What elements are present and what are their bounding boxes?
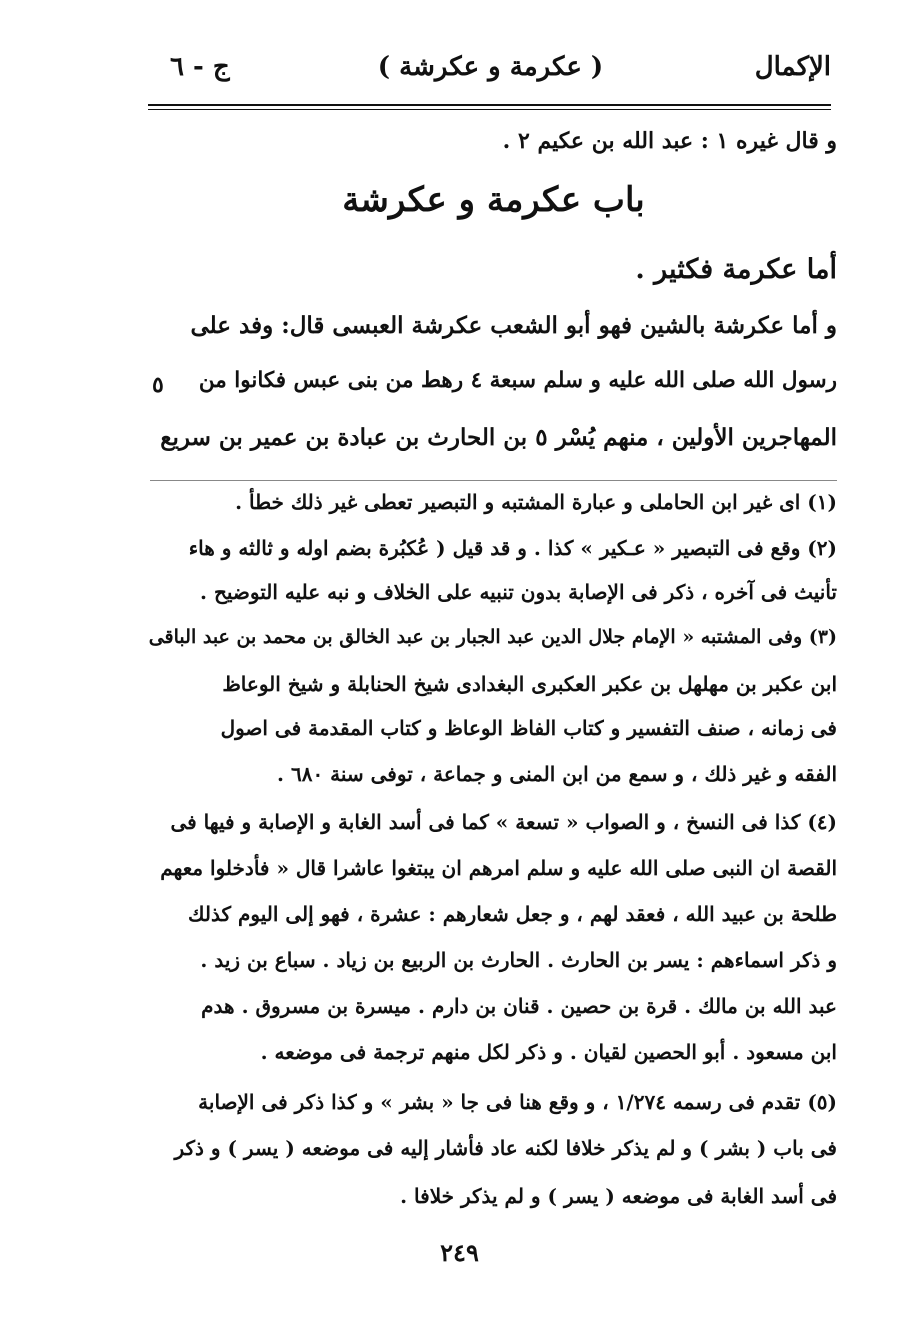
body-line-1: أما عكرمة فكثير . bbox=[635, 254, 837, 285]
footnote-line: فى باب ( بشر ) و لم يذكر خلافا لكنه عاد فأشار إليه فى موضعه ( يسر ) و ذكر bbox=[174, 1136, 837, 1160]
header-rule-thin bbox=[148, 109, 831, 110]
footnote-line: (٤) كذا فى النسخ ، و الصواب « تسعة » كما فى أسد الغابة و الإصابة و فيها فى bbox=[170, 810, 837, 834]
body-line-4: المهاجرين الأولين ، منهم يُسْر ٥ بن الحارث بن عبادة بن عمير بن سريع bbox=[160, 424, 837, 451]
footnote-line: و ذكر اسماءهم : يسر بن الحارث . الحارث بن الربيع بن زياد . سباع بن زيد . bbox=[200, 948, 837, 972]
footnote-line: تأنيث فى آخره ، ذكر فى الإصابة بدون تنبيه على الخلاف و نبه عليه التوضيح . bbox=[200, 580, 837, 604]
footnote-line: الفقه و غير ذلك ، و سمع من ابن المنى و جماعة ، توفى سنة ٦٨٠ . bbox=[277, 762, 837, 786]
chapter-title: ( عكرمة و عكرشة ) bbox=[377, 52, 604, 82]
footnote-line: ابن مسعود . أبو الحصين لقيان . و ذكر لكل منهم ترجمة فى موضعه . bbox=[260, 1040, 837, 1064]
footnote-line: (١) اى غير ابن الحاملى و عبارة المشتبه و التبصير تعطى غير ذلك خطأ . bbox=[235, 490, 837, 514]
book-title: الإكمال bbox=[754, 52, 831, 82]
volume-number: ج - ٦ bbox=[170, 52, 230, 82]
footnote-line: ابن عكبر بن مهلهل بن عكبر العكبرى البغدادى شيخ الحنابلة و شيخ الوعاظ bbox=[222, 672, 837, 696]
footnote-line: (٥) تقدم فى رسمه ١/٢٧٤ ، و وقع هنا فى جا « بشر » و كذا ذكر فى الإصابة bbox=[198, 1090, 837, 1114]
footnote-line: (٢) وقع فى التبصير « عـكير » كذا . و قد قيل ( عُكبُرة بضم اوله و ثالثه و هاء bbox=[188, 536, 837, 560]
body-line-2: و أما عكرشة بالشين فهو أبو الشعب عكرشة العبسى قال: وفد على bbox=[190, 312, 837, 339]
running-head bbox=[150, 52, 831, 96]
page-number: ٢٤٩ bbox=[440, 1238, 479, 1267]
footnote-rule bbox=[150, 480, 837, 481]
footnote-line: فى أسد الغابة فى موضعه ( يسر ) و لم يذكر خلافا . bbox=[400, 1184, 837, 1208]
footnote-line: (٣) وفى المشتبه « الإمام جلال الدين عبد الجبار بن عبد الخالق بن محمد بن عبد الباقى bbox=[148, 626, 837, 648]
footnote-line: القصة ان النبى صلى الله عليه و سلم امرهم ان يبتغوا عاشرا قال « فأدخلوا معهم bbox=[160, 856, 837, 880]
intro-line: و قال غيره ١ : عبد الله بن عكيم ٢ . bbox=[502, 128, 837, 154]
footnote-line: فى زمانه ، صنف التفسير و كتاب الفاظ الوعاظ و كتاب المقدمة فى اصول bbox=[220, 716, 837, 740]
header-rule bbox=[148, 104, 831, 106]
line-number: ٥ bbox=[152, 372, 164, 398]
body-line-3: رسول الله صلى الله عليه و سلم سبعة ٤ رهط من بنى عبس فكانوا من bbox=[198, 368, 837, 393]
section-title: باب عكرمة و عكرشة bbox=[342, 180, 645, 220]
footnote-line: طلحة بن عبيد الله ، فعقد لهم ، و جعل شعارهم : عشرة ، فهو إلى اليوم كذلك bbox=[188, 902, 837, 926]
footnote-line: عبد الله بن مالك . قرة بن حصين . قنان بن دارم . ميسرة بن مسروق . هدم bbox=[201, 994, 837, 1018]
